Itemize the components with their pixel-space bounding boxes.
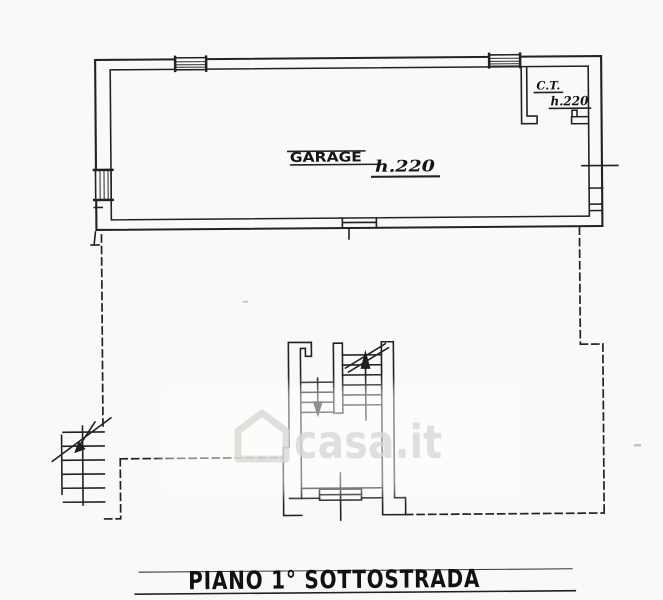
boiler-room-door-jamb: [572, 110, 589, 124]
scan-speck: [634, 444, 641, 447]
exterior-stairs: [52, 418, 112, 505]
garage-door-panel: [342, 218, 376, 228]
boiler-room-label: C.T.: [536, 78, 561, 93]
boundary-bottom-right: [406, 513, 604, 515]
label-underline: [291, 164, 381, 165]
floor-title: PIANO 1° SOTTOSTRADA: [188, 563, 554, 596]
window-vent-top-right: [489, 54, 520, 68]
watermark-text: casa.it: [294, 415, 442, 469]
boiler-room: [521, 67, 590, 125]
caption-block: [135, 563, 575, 595]
boiler-room-left-wall: [521, 67, 537, 124]
height-underline: [372, 176, 439, 177]
plan-drawing: [49, 53, 621, 596]
garage-label-group: [288, 149, 439, 178]
garage-inner-wall: [110, 66, 589, 220]
boundary-left-vertical: [101, 235, 103, 430]
boundary-right-vertical: [579, 227, 604, 513]
wall-tick-marks-right: [582, 165, 618, 210]
window-vent-top-left: [175, 57, 206, 71]
corner-mark: [91, 232, 99, 245]
scan-speck: [243, 301, 248, 303]
exterior-stair-arrow: [74, 422, 95, 453]
garage-label: GARAGE: [289, 149, 353, 166]
boiler-room-height-label: h.220: [550, 93, 591, 109]
exterior-stair-steps: [63, 432, 105, 502]
garage-height-label: h.220: [374, 156, 426, 176]
